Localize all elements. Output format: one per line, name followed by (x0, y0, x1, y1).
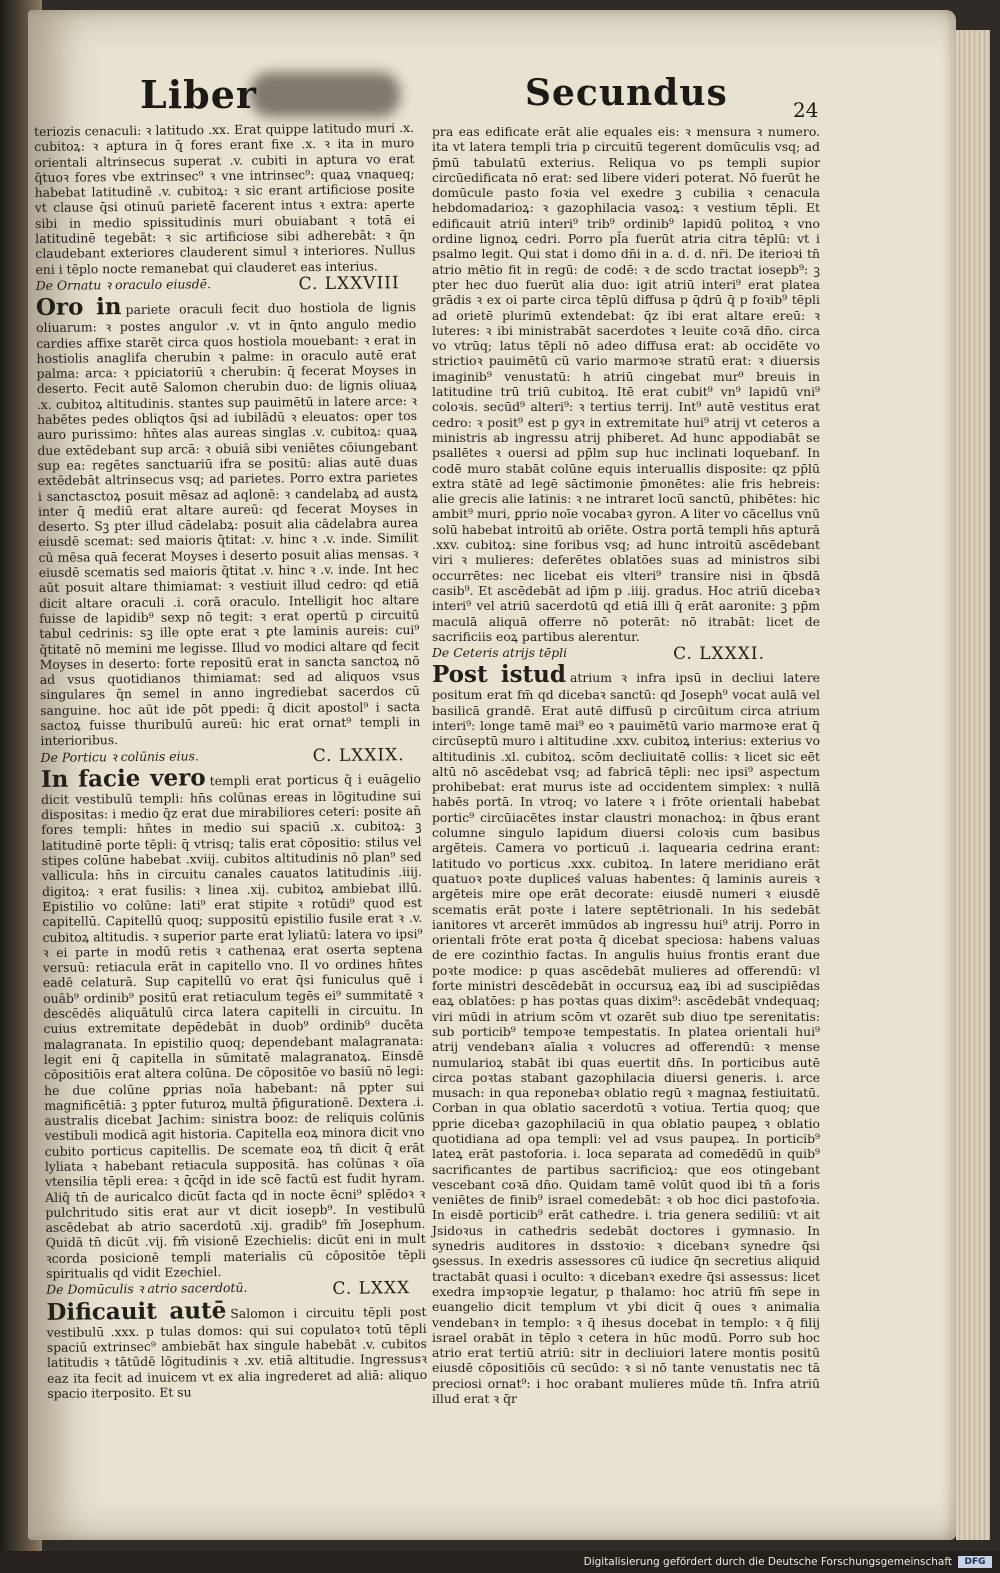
text-run: templi erat porticus q̄ i euāgelio dicit vestibulū templi: hn̄s colūnas ereas in lōgitudine sui dispositas: i medio q̄z erat due mirabiliores ceteri: posite an̄ fores templi: hn̄tes in medio sui spaciū .x. cubitoꝝ: ꝫ latitudinē porte tēpli: q̄ vtrisq; talis erat cōpositio: stilus vel stipes colūne habebat .xviij. cubitos altitudinis nō plan⁹ sed vallicula: hn̄s in circuitu canales cauatos latitudinis .iiij. digitoꝝ: ꝛ erat fusilis: ꝛ linea .xij. cubitoꝝ ambiebat illū. Epistilio vo colūne: lati⁹ erat stipite ꝛ rotūdi⁹ quod est capitellū. Capitellū quoq; suppositū epistilio fusile erat ꝛ .v. cubitoꝝ altitudis. ꝛ superior parte erat lyliatū: latera vo ipsi⁹ ꝛ ei parte in modū retis ꝛ cathenaꝝ erat oserta septena versuū: retiacula erāt in capitello vno. Il vo ordines hn̄tes eadē celaturā. Sup capitellū vo erat q̄si funiculus quē i ouāb⁹ ordinib⁹ positū erat retiaculum tegēs ei⁹ summitatē ꝛ descēdēs aliquātulū circa latera capitelli in circuitu. In cuius extremitate depēdebāt in duob⁹ ordinib⁹ ducēta malagranata. In epistilio quoq; dependebant malagranata: legit eni q̄ capitella in sūmitatē malagranatoꝝ. Einsdē cōpositiōis erat altera colūna. De cōpositōe vo basiū nō legi: he due colūne ꝑprias noīa habebant: nā ppter sui magnificētiā: ꝫ ppter futuroꝝ multā p̄figurationē. Dextera .i. australis dicebat Jachim: sinistra booz: de reliquis colūnis vestibuli modicā agit historia. Capitella eoꝝ minora dicit vno cubito porticus capitellis. De scemate eoꝝ tn̄ dicit q̄ erāt lyliata ꝛ habebant retiacula suppositā. has colūnas ꝛ oīa vtensilia tēpli erea: ꝛ q̄cq̄d in ide scē factū est fudit hyram. Aliq̄ tn̄ de auricalco dicūt facta qd in nocte ēcni⁹ splēdoꝛ ꝛ pulchritudo sitis erat aur vt dicit iosepb⁹. In vestibulū ascēdebat ab atrio sacerdotū .xij. gradib⁹ fm̄ Josephum. Quidā tn̄ dicūt .vij. fm̄ visionē Ezechielis: dicūt eni in mult ꝛcorda posicionē templi materialis cū cōpositōe tēpli spiritualis qd vidit Ezechiel. (40, 770, 426, 1282)
chapter-incipit: Post istud (432, 661, 566, 689)
chapter-rubric: De Ceteris atrijs tēpli (432, 645, 568, 661)
text-block: teriozis cenaculi: ꝛ latitudo .xx. Erat quippe latitudo muri .x. cubitoꝝ: ꝛ aptura in q̄ fores erant fixe .x. ꝛ ita in muro orientali altrinsecus superat .v. cubiti in aptura vo erat q̄tuoꝛ fores vbe extrinsec⁹ ꝛ vne intrinsec⁹: quaꝝ vnaqueq; habebat latitudinē .v. cubitoꝝ: ꝛ sic erant artificiose posite vt clause q̄si otinuū parietē facerent intus ꝛ extra: aperte sibi in medio spissitudinis muri obuiabant ꝛ totā ei latitudinē tegebāt: ꝛ sic artificiose sibi adherebāt: ꝛ q̄n claudebant exteriores clauderent simul ꝛ interiores. Nullus eni i tēplo nocte remanebat qui clauderet eas interius. (34, 120, 416, 277)
left-column (34, 120, 428, 1401)
funding-credit: Digitalisierung gefördert durch die Deutsche Forschungsgemeinschaft (583, 1556, 952, 1568)
text-block (46, 1297, 427, 1401)
chapter-number: C. LXXXI. (673, 644, 765, 665)
text-block (41, 764, 426, 1281)
right-column (432, 124, 820, 1407)
page-edges (956, 30, 990, 1540)
chapter-number: C. LXXIX. (312, 745, 405, 766)
chapter-rubric: De Domūculis ꝛ atrio sacerdotū. (46, 1280, 248, 1298)
chapter-number: C. LXXVIII (298, 273, 400, 295)
running-head-right: Secundus (525, 72, 728, 114)
text-run: Salomon i circuitu tēpli post vestibulū .xxx. p tulas domos: qui sui copulatoꝛ totū tēpli spaciū extrinsec⁹ ambiebāt hax singule habebāt .v. cubitos latitudis ꝛ tātūdē lōgitudinis ꝛ .xv. etiā altitudie. Ingressusꝛ eaz ita fecit ad inuicem vt ex alia ingrederet ad aliā: aliquo spacio iterposito. Et su (46, 1303, 428, 1401)
dfg-logo: DFG (958, 1556, 992, 1568)
footer-bar (0, 1551, 1000, 1573)
ink-blot (250, 72, 400, 117)
running-head-left: Liber (140, 72, 257, 117)
text-block (36, 292, 421, 748)
chapter-incipit: Oro in (35, 293, 122, 322)
chapter-rubric: De Ornatu ꝛ oraculo eiusdē. (35, 276, 212, 293)
chapter-incipit: In facie vero (40, 764, 206, 793)
chapter-incipit: Dificauit autē (46, 1296, 227, 1326)
chapter-number: C. LXXX (332, 1277, 411, 1299)
text-run: pariete oraculi fecit duo hostiola de lignis oliuarum: ꝛ postes angulor .v. vt in q̄nto angulo medio cardies affixe starēt circa quos hostiola mouebant: ꝛ erat in hostiolis anaglifa cherubin ꝛ palme: in oraculo autē erat palma: arca: ꝛ ppiciatoriū ꝛ cherubin: q̄ fecerat Moyses in deserto. Fecit autē Salomon cherubin duo: de lignis oliuaꝝ .x. cubitoꝝ altitudinis. stantes sup pauimētū in latere arce: ꝛ habētes pedes obliqtos q̄si ad iubilādū ꝛ eleuatos: oper tos auro purissimo: hn̄tes alas aureas singlas .v. cubitoꝝ: quaꝝ due extēdebant sup arcā: ꝛ obuiā sibi veniētes cōiungebant sup ea: regētes sanctuariū ifra se positū: alias autē duas extēdebāt altrinsecus vsq; ad parietes. Porro extra parietes i sanctasctoꝝ posuit mēsaz ad aqlonē: ꝛ candelabꝝ ad austꝝ inter q̄ mediū erat altare aureū: qd fecerat Moyses in deserto. Sꝫ pter illud cādelabꝝ: posuit alia cādelabra aurea eiusdē scemat: sed maioris q̄titat: .v. hinc ꝛ .v. inde. Similit cū mēsa quā fecerat Moyses i deserto posuit alias mensas. ꝛ eiusdē scematis sed maioris q̄titat .v. hinc ꝛ .v. inde. Int hec aūt posuit altare thimiamat: ꝛ vestiuit illud cedro: qd etiā dicit altare oraculi .i. corā oraculo. Intelligit hoc altare fuisse de lapidib⁹ sexp nō tegit: ꝛ erat opertū p circuitū tabul cedrinis: sꝫ ille opte erat ꝛ ꝑte laminis aureis: cui⁹ q̄titatē nō memini me legisse. Illud vo modici altare qd fecit Moyses in deserto: forte repositū erat in sancta sanctoꝝ nō ad vsus quotidianos thimiamat: sed ad aliquos vsus singulares q̄n semel in anno ingrediebat sacerdos cū sanguine. hoc aūt ide pōt ppedi: q̄ dicit apostol⁹ i sacta sactoꝝ fuisse thuribulū aureū: hic erat ornat⁹ templi in interioribus. (36, 299, 421, 749)
text-block (432, 663, 820, 1406)
chapter-rubric: De Porticu ꝛ colūnis eius. (40, 747, 199, 765)
text-run: atrium ꝛ infra ipsū in decliui latere positum erat fm̄ qd dicebaꝛ sanctū: qd Joseph⁹ vocat aulā vel basilicā grandē. Erat autē diffusū p circūitum circa atrium interi⁹: longe tamē mai⁹ eo ꝛ pauimētū vario marmoꝛe erat q̄ circūseptū muro i altitudine .xxv. cubitoꝝ interius: exterius vo altitudinis .xl. cubitoꝝ. scōm decliuitatē collis: ꝛ licet sic eēt altū nō ascēdebat vsq; ad fabricā tēpli: nec ipsi⁹ aspectum prohibebat: erat murus iste ad occidentem simplex: ꝛ nullā habēs portā. In vtroq; vo latere ꝛ i frōte orientali habebat portic⁹ circūiacētes instar claustri monachoꝝ: in q̄bus erant columne singulo lapidum diuersi coloꝛis cum basibus argēteis. Camera vo porticuū .i. laquearia cedrina erant: latitudo vo porticus .xxx. cubitoꝝ. In latere meridiano erāt quatuoꝛ poꝛte dupliceś valuas habentes: q̄ laminis aureis ꝛ argēteis mire ope erāt decorate: eiusdē numeri ꝛ eiusdē scematis erāt poꝛte i latere septētrionali. In his sedebāt ianitores vt arcerēt immūdos ab ingressu hui⁹ atrij. Porro in orientali frōte erat poꝛta q̄ dicebat speciosa: habens valuas de ere cozinthio factas. In angulis huius frontis erant due poꝛte modice: p quas ascēdebāt mulieres ad offerendū: vl forte ministri descēdebāt in occursuꝝ eaꝝ ibi ad suscipiēdas eaꝝ oblatōes: p has poꝛtas quas dixim⁹: ascēdebāt vndequaq; viri mūdi in atrium scōm vt ozarēt sub diuo tpe serenitatis: sub porticib⁹ tempoꝛe tempestatis. In platea orientali hui⁹ atrij vendebanꝛ aīalia ꝛ volucres ad offerendū: ꝛ mense numularioꝝ stabāt ibi quas euertit dn̄s. In porticibus autē circa poꝛtas stabant gazophilacia diuersi generis. i. arce musach: in qua reponebaꝛ oblatio regū ꝛ magnaꝝ festiuitatū. Corban in qua oblatio sacerdotū ꝛ votiua. Tertia quoq; que pprie dicebaꝛ gazophilaciū in qua oblatio paupeꝝ ꝛ oblatio quotidiana ad opa templi: vel ad vsus paupeꝝ. In porticib⁹ lateꝝ erāt pastoforia. i. loca separata ad comedēdū in quib⁹ sacrificantes de partibus sacrificioꝝ: que eos otingebant vescebant coꝛā dn̄o. Quidam tamē volūt quod ibi tn̄ a foris veniētes de finib⁹ israel comedebāt: ꝛ ob hoc dici pastofoꝛia. In eisdē porticib⁹ erāt cathedre. i. tria genera sediliū: vt ait Jsidoꝛus in cathedris sedebāt doctores i gymnasio. In synedris auditores in dsstoꝛio: ꝛ dicebanꝛ synedre q̄si ꝯsessus. In exedris assessores cū iudice q̄n secretius aliquid tractabāt quasi i oculto: ꝛ dicebanꝛ exedre q̄si assessus: licet exedra impꝛopꝛie legatur, p thalamo: hoc atriū fm̄ sepe in euangelio dicit templum vt ybi dicit q̄ oues ꝛ animalia vendebanꝛ in templo: ꝛ q̄ ihesus docebat in templo: ꝛ q̄ filij israel orabāt in tēplo ꝛ cetera in hūc modū. Porro sub hoc atrio erat tertiū atriū: sitr in decliuiori latere montis positū eiusdē cōpositiōis cū secūdo: ꝛ si nō tante venustatis nec tā preciosi ornat⁹: i hoc orabant mulieres mūde tn̄. Infra atriū illud erat ꝛ q̄r (432, 670, 820, 1407)
folio-number: 24 (793, 98, 819, 122)
text-block: pra eas edificate erāt alie equales eis: ꝛ mensura ꝛ numero. ita vt latera templi tria p circuitū tegerent domūculis vsq; ad p̄mū tabulatū exterius. Reliqua vo ps templi supior circūedificata nō erat: sed libere videri poterat. Nō fuerūt he domūcule pasto foꝛia vel exedre ꝫ cubilia ꝛ cenacula hebdomadarioꝝ: ꝛ gazophilacia vasoꝝ: ꝛ vestium tēpli. Et edificauit atriū interi⁹ trib⁹ ordinib⁹ lapidū politoꝝ ꝛ vno ordine lignoꝝ cedri. Porro pl̄a fuerūt atria citra tēplū: vt i psalmo legit. Qui stat i domo dn̄i in a. d. d. nr̄i. De iterioꝛi tn̄ atrio mētio fit in regū: de codē: ꝛ de scdo tractat iosepb⁹: ꝫ pter hec duo fuerūt alia duo: igit atriū interi⁹ erat platea grādis ꝛ ex oi parte circa tēplū diffusa p q̄drū q̄ p foꝛib⁹ tēpli ad orietē plurimū extendebat: q̄z ibi erat altare ereū: ꝛ luteres: ꝛ ibi ministrabāt sacerdotes ꝛ leuite coꝛā dn̄o. circa vo vtrūq; latus tēpli nō adeo diffusa erat: ab occidēte vo strictioꝛ pauimētū cū vario marmoꝛe stratū erat: ꝛ diuersis imaginib⁹ venustatū: h atriū cingebat mur⁹ breuis in latitudine trū triū cubitoꝝ. Itē erat cubit⁹ vn⁹ lapidū vni⁹ coloꝛis. secūd⁹ alteri⁹: ꝛ tertius terrij. Int⁹ autē vestitus erat cedro: ꝛ posit⁹ est p gyꝛ in extremitate hui⁹ atrij vt ceteros a ministris ab ingressu atrij phiberet. Ad hunc appodiabāt se psallētes ꝛ ouersi ad pp̄lm sup huc inclinati loquebanf. In codē muro stabāt colūne equis interuallis disposite: qz pp̄lū extra stātē ad legē sāctimonie p̄monētes: alie fris hebreis: alie grecis alie latinis: ꝛ ne intraret locū sanctū, phibētes: hic ambit⁹ muri, ꝑprio noīe vocabaꝛ gyron. A liter vo cācellus vnū solū habebat introitū ab oriēte. Ostra portā templi hn̄s apturā .xxv. cubitoꝝ: sine foribus vsq; ad hunc introitū ascēdebant viri ꝛ mulieres: deferētes oblatōes suas ad ministros sibi occurrētes: nec licebat eis vlteri⁹ transire nisi in q̄bsdā casib⁹. Et ascēdebāt ad ip̄m p .iiij. gradus. Hoc atriū dicebaꝛ interi⁹ vel atriū sacerdotū qd etiā illi q̄ erāt aaronite: ꝫ pp̄m maculā aliquā offerre nō poterāt: nō itrabāt: licet de sacrificiis eoꝝ partibus alerentur. (432, 124, 820, 644)
